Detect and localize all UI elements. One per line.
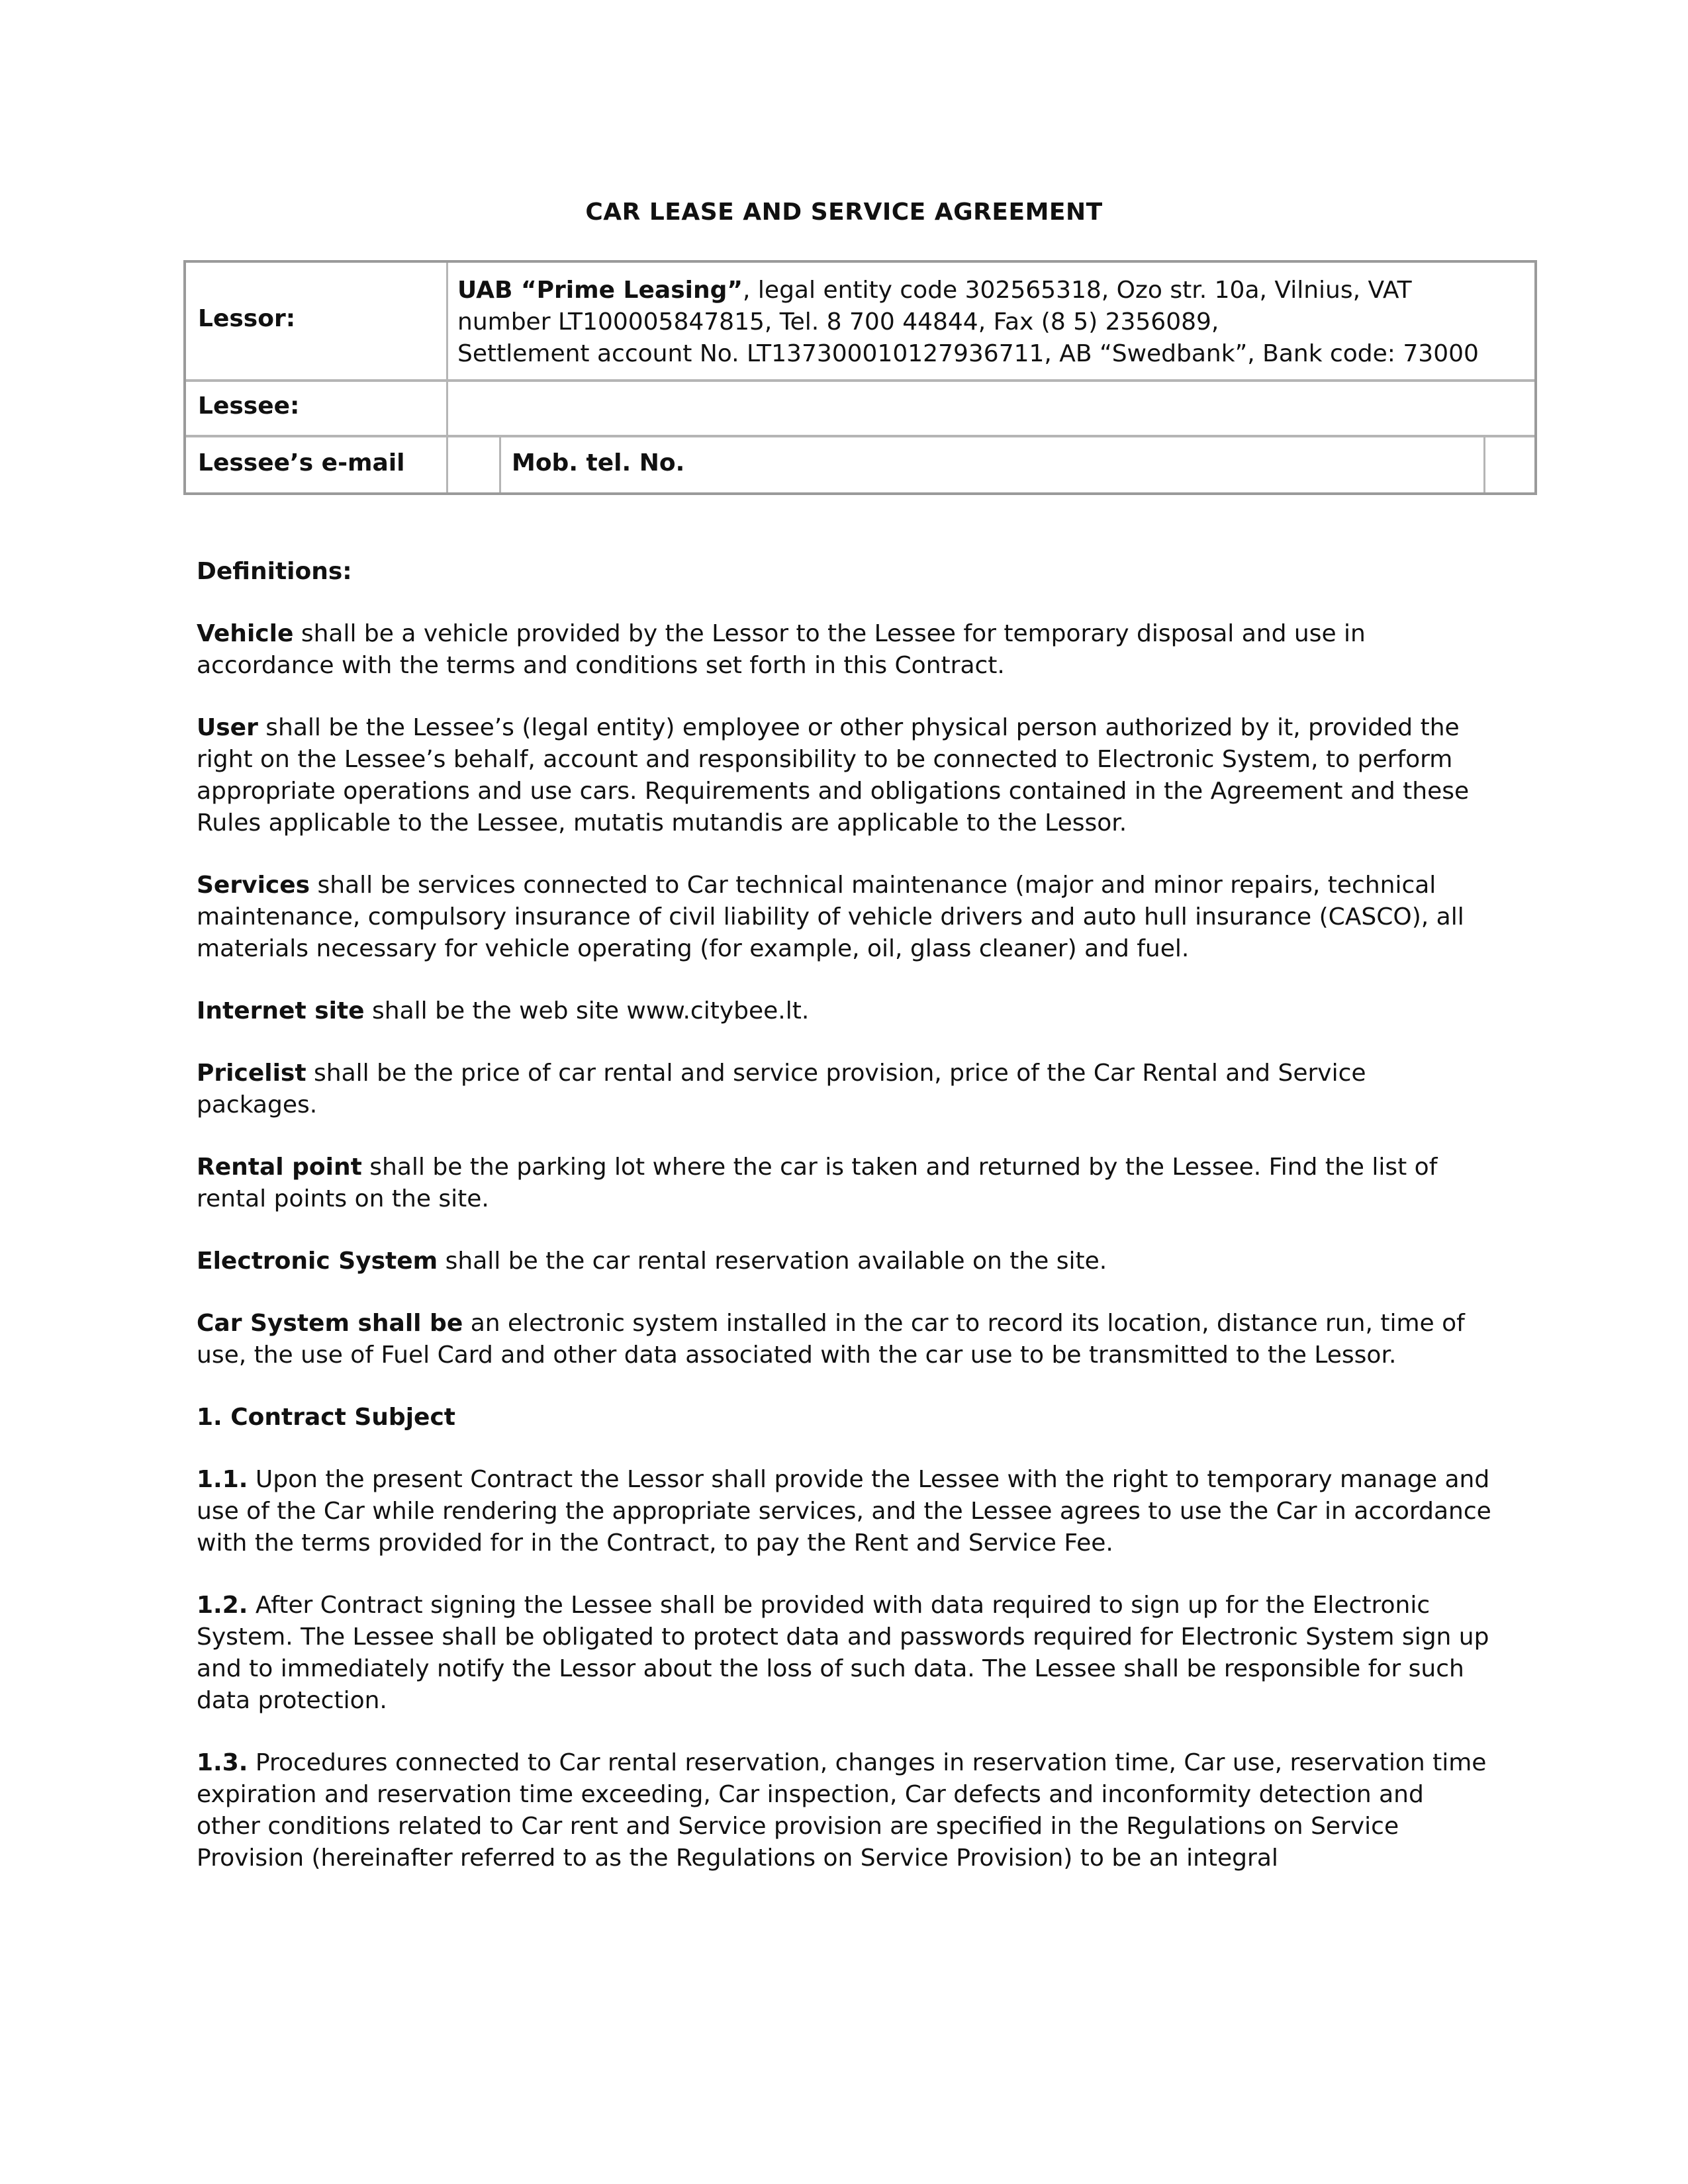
lessor-label: Lessor:: [198, 305, 296, 332]
clause-text: After Contract signing the Lessee shall be provided with data required to sign up for the Electronic System. The Lessee shall be obligated to protect data and passwords required for Electronic System sign up and to immediately notify the Lessor about the loss of such data. The Lessee shall be responsible for such data protection.: [197, 1592, 1489, 1714]
lessor-details-line-1: [457, 275, 1479, 306]
definition-term: Electronic System: [197, 1248, 438, 1275]
definition-rental-point: [197, 1152, 1494, 1215]
definition-term: Rental point: [197, 1154, 362, 1181]
definition-text: an electronic system installed in the car to record its location, distance run, time of use, the use of Fuel Card and other data associated with the car use to be transmitted to the Lessor.: [197, 1310, 1465, 1369]
lessor-details-line-1-rest: , legal entity code 302565318, Ozo str. 10a, Vilnius, VAT: [743, 277, 1412, 304]
clause-1-3: [197, 1747, 1494, 1874]
definition-text: shall be services connected to Car technical maintenance (major and minor repairs, technical maintenance, compulsory insurance of civil liability of vehicle drivers and auto hull insurance (CASCO), all materials necessary for vehicle operating (for example, oil, glass cleaner) and fuel.: [197, 872, 1464, 962]
definition-term: User: [197, 714, 258, 741]
definition-term: Vehicle: [197, 620, 294, 647]
definition-term: Car System shall be: [197, 1310, 463, 1337]
definition-term: Services: [197, 872, 310, 899]
lessee-row: [186, 382, 1534, 437]
definition-vehicle: [197, 618, 1494, 682]
lessee-email-label: Lessee’s e-mail: [198, 449, 405, 477]
column-divider: [446, 437, 448, 492]
definition-pricelist: [197, 1058, 1494, 1121]
clause-number: 1.2.: [197, 1592, 248, 1619]
definition-text: shall be the parking lot where the car is taken and returned by the Lessee. Find the list of rental points on the site.: [197, 1154, 1438, 1212]
definition-term: Pricelist: [197, 1060, 306, 1087]
lessor-row: [186, 263, 1534, 382]
definition-text: shall be the price of car rental and service provision, price of the Car Rental and Service packages.: [197, 1060, 1366, 1118]
column-divider: [499, 437, 501, 492]
column-divider: [1483, 437, 1485, 492]
definition-user: [197, 712, 1494, 839]
section-1-heading: [197, 1402, 1494, 1433]
parties-table: [183, 260, 1537, 495]
column-divider: [446, 382, 448, 435]
definition-electronic-system: [197, 1246, 1494, 1277]
document-title: CAR LEASE AND SERVICE AGREEMENT: [585, 199, 1103, 226]
contact-row: [186, 437, 1534, 492]
clause-1-2: [197, 1590, 1494, 1717]
definition-car-system: [197, 1308, 1494, 1371]
definition-text: shall be the web site www.citybee.lt.: [364, 997, 810, 1024]
definition-text: shall be the Lessee’s (legal entity) employee or other physical person authorized by it, provided the right on the Lessee’s behalf, account and responsibility to be connected to Electronic System, to perform appropriate operations and use cars. Requirements and obligations contained in the Agreement and these Rules applicable to the Lessee, mutatis mutandis are applicable to the Lessor.: [197, 714, 1470, 837]
definition-services: [197, 870, 1494, 965]
clause-1-1: [197, 1464, 1494, 1559]
section-heading-text: 1. Contract Subject: [197, 1404, 456, 1431]
definition-text: shall be a vehicle provided by the Lessor to the Lessee for temporary disposal and use in accordance with the terms and conditions set forth in this Contract.: [197, 620, 1366, 679]
definition-internet-site: [197, 995, 1494, 1027]
lessee-label: Lessee:: [198, 392, 300, 420]
lessor-details: [457, 275, 1479, 370]
definitions-heading-text: Definitions:: [197, 558, 352, 585]
definitions-heading: [197, 556, 1494, 588]
clause-text: Procedures connected to Car rental reservation, changes in reservation time, Car use, reservation time expiration and reservation time exceeding, Car inspection, Car defects and inconformity detection and other conditions related to Car rent and Service provision are specified in the Regulations on Service Provision (hereinafter referred to as the Regulations on Service Provision) to be an integral: [197, 1749, 1487, 1872]
agreement-body: [197, 556, 1494, 1905]
lessor-name: UAB “Prime Leasing”: [457, 277, 743, 304]
definition-term: Internet site: [197, 997, 365, 1024]
clause-number: 1.1.: [197, 1466, 248, 1493]
lessor-details-line-2: number LT100005847815, Tel. 8 700 44844, Fax (8 5) 2356089,: [457, 308, 1219, 336]
column-divider: [446, 263, 448, 379]
clause-text: Upon the present Contract the Lessor shall provide the Lessee with the right to temporary manage and use of the Car while rendering the appropriate services, and the Lessee agrees to use the Car in accordance with the terms provided for in the Contract, to pay the Rent and Service Fee.: [197, 1466, 1491, 1557]
definition-text: shall be the car rental reservation available on the site.: [438, 1248, 1107, 1275]
mobile-phone-label: Mob. tel. No.: [512, 449, 685, 477]
clause-number: 1.3.: [197, 1749, 248, 1776]
lessor-details-line-3: Settlement account No. LT137300010127936711, AB “Swedbank”, Bank code: 73000: [457, 340, 1479, 367]
